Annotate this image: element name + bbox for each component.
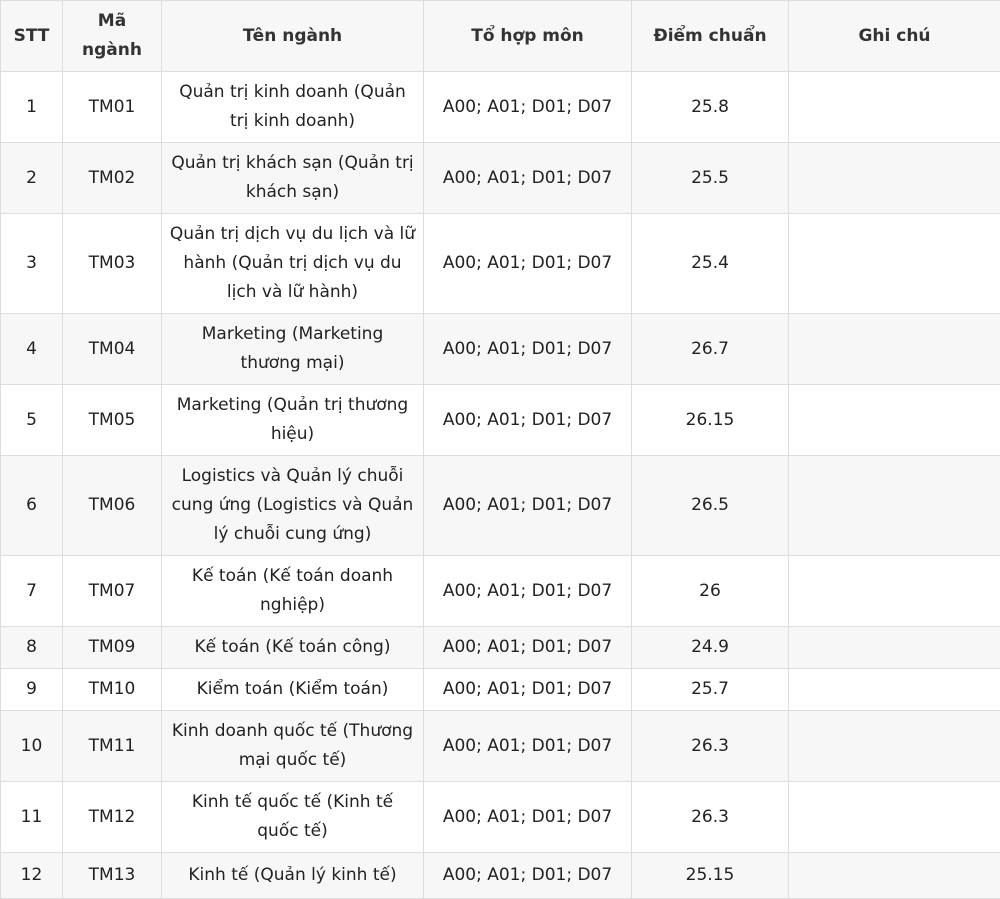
table-row: [1, 143, 1000, 214]
table-header: [1, 1, 1000, 72]
cell-subjects: A00; A01; D01; D07: [424, 853, 632, 899]
cell-note: [789, 314, 1000, 385]
cell-name: Marketing (Quản trị thương hiệu): [162, 385, 424, 456]
table-row: [1, 627, 1000, 669]
cell-subjects: A00; A01; D01; D07: [424, 627, 632, 669]
cell-subjects: A00; A01; D01; D07: [424, 556, 632, 627]
table-row: [1, 782, 1000, 853]
cell-name: Kế toán (Kế toán doanh nghiệp): [162, 556, 424, 627]
cell-code: TM06: [63, 456, 162, 556]
cell-score: 26.5: [632, 456, 789, 556]
table-row: [1, 456, 1000, 556]
cell-stt: 9: [1, 669, 63, 711]
cell-stt: 7: [1, 556, 63, 627]
cell-name: Kinh tế quốc tế (Kinh tế quốc tế): [162, 782, 424, 853]
table-row: [1, 669, 1000, 711]
cell-note: [789, 214, 1000, 314]
cell-note: [789, 711, 1000, 782]
cell-stt: 10: [1, 711, 63, 782]
cell-note: [789, 853, 1000, 899]
table-row: [1, 214, 1000, 314]
cell-note: [789, 669, 1000, 711]
cell-stt: 1: [1, 72, 63, 143]
cell-score: 24.9: [632, 627, 789, 669]
cell-stt: 6: [1, 456, 63, 556]
table-row: [1, 385, 1000, 456]
cell-subjects: A00; A01; D01; D07: [424, 711, 632, 782]
header-stt: STT: [1, 1, 63, 72]
cell-note: [789, 72, 1000, 143]
table-row: [1, 72, 1000, 143]
cell-note: [789, 627, 1000, 669]
cell-score: 25.7: [632, 669, 789, 711]
header-subjects: Tổ hợp môn: [424, 1, 632, 72]
cell-subjects: A00; A01; D01; D07: [424, 72, 632, 143]
cell-stt: 11: [1, 782, 63, 853]
cell-code: TM10: [63, 669, 162, 711]
cell-name: Kế toán (Kế toán công): [162, 627, 424, 669]
table-row: [1, 711, 1000, 782]
cell-code: TM13: [63, 853, 162, 899]
cell-note: [789, 143, 1000, 214]
cell-code: TM09: [63, 627, 162, 669]
cell-note: [789, 782, 1000, 853]
cell-code: TM01: [63, 72, 162, 143]
cell-subjects: A00; A01; D01; D07: [424, 214, 632, 314]
cell-score: 25.8: [632, 72, 789, 143]
cell-subjects: A00; A01; D01; D07: [424, 782, 632, 853]
cell-stt: 8: [1, 627, 63, 669]
cell-stt: 4: [1, 314, 63, 385]
header-code: Mã ngành: [63, 1, 162, 72]
cell-name: Quản trị kinh doanh (Quản trị kinh doanh): [162, 72, 424, 143]
cell-subjects: A00; A01; D01; D07: [424, 385, 632, 456]
cell-name: Kiểm toán (Kiểm toán): [162, 669, 424, 711]
cell-name: Kinh tế (Quản lý kinh tế): [162, 853, 424, 899]
cell-note: [789, 456, 1000, 556]
cell-name: Marketing (Marketing thương mại): [162, 314, 424, 385]
cell-code: TM12: [63, 782, 162, 853]
cell-score: 26.3: [632, 782, 789, 853]
cell-stt: 3: [1, 214, 63, 314]
cell-score: 26: [632, 556, 789, 627]
cell-code: TM07: [63, 556, 162, 627]
cell-code: TM04: [63, 314, 162, 385]
cell-stt: 5: [1, 385, 63, 456]
cell-score: 25.4: [632, 214, 789, 314]
cell-code: TM11: [63, 711, 162, 782]
cell-subjects: A00; A01; D01; D07: [424, 143, 632, 214]
cell-score: 26.15: [632, 385, 789, 456]
header-row: [1, 1, 1000, 72]
cell-score: 25.15: [632, 853, 789, 899]
table-body: [1, 72, 1000, 899]
cell-subjects: A00; A01; D01; D07: [424, 456, 632, 556]
table-row: [1, 314, 1000, 385]
cell-note: [789, 556, 1000, 627]
cell-code: TM05: [63, 385, 162, 456]
table-row: [1, 853, 1000, 899]
cell-subjects: A00; A01; D01; D07: [424, 669, 632, 711]
cell-stt: 2: [1, 143, 63, 214]
cell-score: 26.7: [632, 314, 789, 385]
header-note: Ghi chú: [789, 1, 1000, 72]
cell-name: Quản trị khách sạn (Quản trị khách sạn): [162, 143, 424, 214]
cell-name: Kinh doanh quốc tế (Thương mại quốc tế): [162, 711, 424, 782]
cell-stt: 12: [1, 853, 63, 899]
cell-name: Quản trị dịch vụ du lịch và lữ hành (Quản trị dịch vụ du lịch và lữ hành): [162, 214, 424, 314]
cell-score: 26.3: [632, 711, 789, 782]
cell-score: 25.5: [632, 143, 789, 214]
cell-code: TM02: [63, 143, 162, 214]
cell-code: TM03: [63, 214, 162, 314]
cell-name: Logistics và Quản lý chuỗi cung ứng (Logistics và Quản lý chuỗi cung ứng): [162, 456, 424, 556]
header-score: Điểm chuẩn: [632, 1, 789, 72]
header-name: Tên ngành: [162, 1, 424, 72]
table-row: [1, 556, 1000, 627]
cell-note: [789, 385, 1000, 456]
cell-subjects: A00; A01; D01; D07: [424, 314, 632, 385]
